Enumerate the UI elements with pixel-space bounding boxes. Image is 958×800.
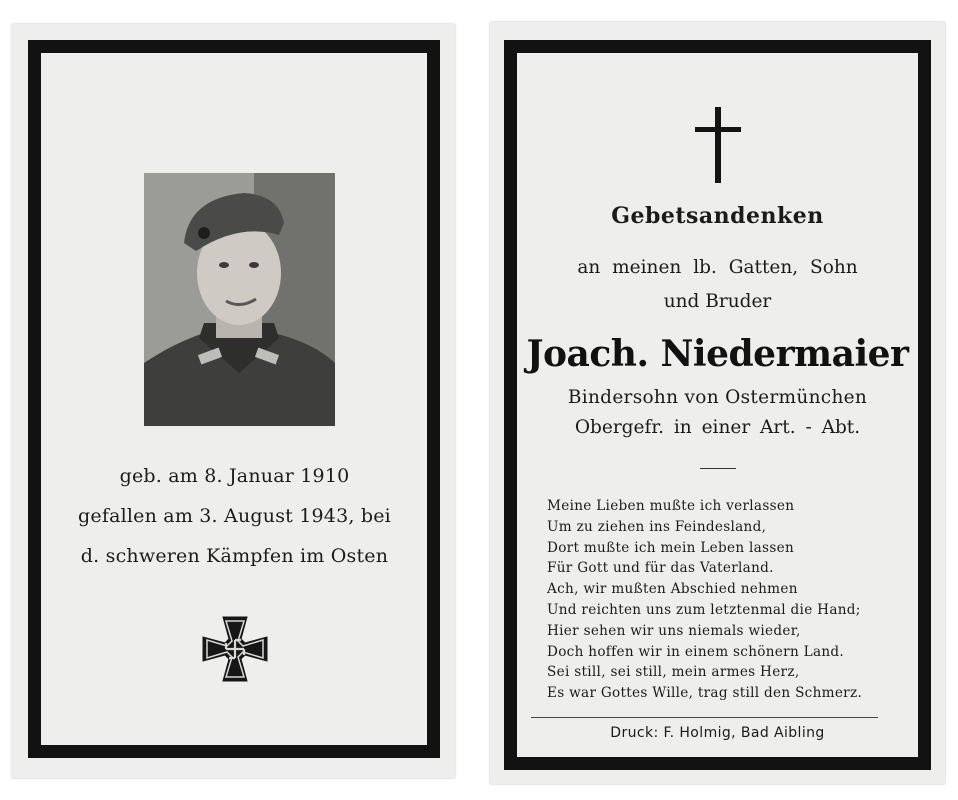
poem-line: Sei still, sei still, mein armes Herz, <box>547 664 800 681</box>
birth-date-text: geb. am 8. Januar 1910 <box>119 465 350 487</box>
black-mourning-border-back <box>504 40 931 770</box>
memorial-card-back <box>490 22 945 784</box>
poem-line: Dort mußte ich mein Leben lassen <box>547 539 795 556</box>
battle-location-text: d. schweren Kämpfen im Osten <box>80 545 389 567</box>
military-rank-text: Obergefr. in einer Art. - Abt. <box>574 417 861 438</box>
dedication-line-2: und Bruder <box>663 291 772 312</box>
soldier-portrait-photo <box>144 173 335 426</box>
death-date-text: gefallen am 3. August 1943, bei <box>78 505 391 527</box>
card-heading: Gebetsandenken <box>611 203 824 229</box>
latin-cross-icon <box>695 107 741 183</box>
poem-line: Und reichten uns zum letztenmal die Hand; <box>547 601 861 618</box>
memorial-card-front <box>12 24 455 778</box>
printer-credit: Druck: F. Holmig, Bad Aibling <box>610 725 825 741</box>
memorial-poem <box>547 496 907 704</box>
portrait-illustration <box>144 173 335 426</box>
poem-line: Hier sehen wir uns niemals wieder, <box>547 622 801 639</box>
poem-line: Um zu ziehen ins Feindesland, <box>547 518 767 535</box>
deceased-name: Joach. Niedermaier <box>526 333 909 375</box>
poem-line: Doch hoffen wir in einem schönern Land. <box>547 643 845 660</box>
dedication-line-1: an meinen lb. Gatten, Sohn <box>577 257 858 278</box>
short-divider <box>700 468 736 469</box>
poem-line: Ach, wir mußten Abschied nehmen <box>547 581 798 598</box>
iron-cross-icon <box>201 615 269 683</box>
poem-line: Meine Lieben mußte ich verlassen <box>547 498 795 514</box>
footer-divider <box>531 717 878 718</box>
black-mourning-border-front <box>28 40 440 758</box>
occupation-text: Bindersohn von Ostermünchen <box>567 387 868 408</box>
poem-line: Für Gott und für das Vaterland. <box>547 560 774 577</box>
poem-line: Es war Gottes Wille, trag still den Schmerz. <box>547 685 863 702</box>
